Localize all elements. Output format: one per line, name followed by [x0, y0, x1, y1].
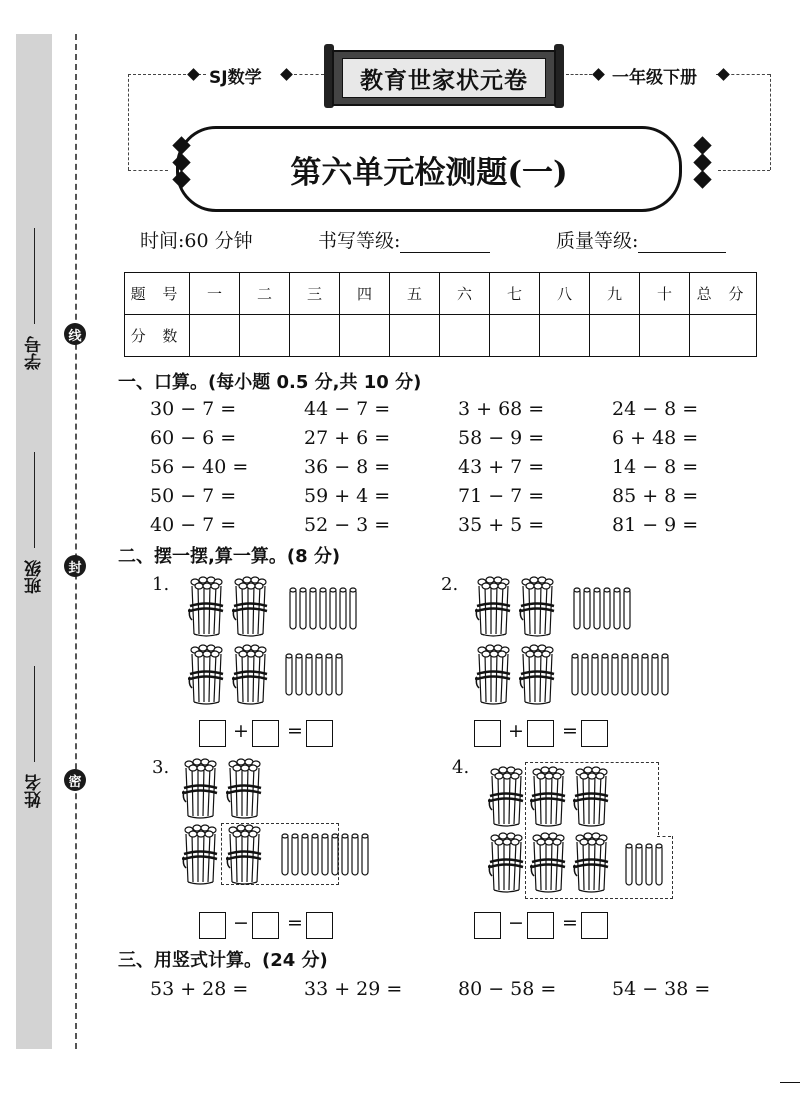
problem-label: 3. — [152, 757, 170, 778]
writing-grade-label: 书写等级: — [318, 226, 490, 253]
score-table-header-row — [125, 273, 757, 315]
arith-item: 71 − 7 = — [458, 485, 545, 507]
score-cell[interactable] — [590, 315, 640, 357]
table-cell: 八 — [540, 273, 590, 315]
diamond-icon — [187, 68, 200, 81]
answer-box[interactable] — [199, 912, 226, 939]
single-sticks-icon — [290, 586, 360, 632]
table-cell: 总 分 — [690, 273, 757, 315]
arith-item: 50 − 7 = — [150, 485, 237, 507]
diamond-icon — [717, 68, 730, 81]
brand-scroll — [324, 44, 564, 108]
arith-item: 27 + 6 = — [304, 427, 391, 449]
arith-item: 52 − 3 = — [304, 514, 391, 536]
problem-label: 4. — [452, 757, 470, 778]
stick-bundle-icon — [182, 758, 222, 820]
operator-sign: − — [233, 912, 249, 934]
stick-bundle-icon — [475, 644, 515, 706]
arith-item: 59 + 4 = — [304, 485, 391, 507]
operator-sign: + — [233, 720, 249, 742]
table-cell: 题 号 — [125, 273, 190, 315]
problem-label: 2. — [441, 574, 459, 595]
header-connector — [770, 74, 771, 170]
header-connector — [718, 170, 770, 171]
name-line — [34, 666, 35, 762]
stick-bundle-icon — [530, 766, 570, 828]
time-info: 时间:60 分钟 — [140, 230, 253, 252]
score-table-score-row — [125, 315, 757, 357]
answer-box[interactable] — [252, 720, 279, 747]
single-sticks-icon — [286, 652, 346, 698]
table-cell: 二 — [240, 273, 290, 315]
arith-item: 56 − 40 = — [150, 456, 249, 478]
header-connector — [128, 74, 186, 75]
vertical-calc-item: 80 − 58 = — [458, 978, 557, 1000]
diamond-icon — [592, 68, 605, 81]
section1-heading: 一、口算。(每小题 0.5 分,共 10 分) — [118, 372, 422, 393]
brand-title: 教育世家状元卷 — [342, 58, 546, 98]
arith-item: 3 + 68 = — [458, 398, 545, 420]
arith-item: 6 + 48 = — [612, 427, 699, 449]
arith-item: 58 − 9 = — [458, 427, 545, 449]
stick-bundle-icon — [573, 766, 613, 828]
vertical-calc-item: 33 + 29 = — [304, 978, 403, 1000]
stick-bundle-icon — [519, 644, 559, 706]
section2-heading: 二、摆一摆,算一算。(8 分) — [118, 546, 341, 567]
arith-item: 81 − 9 = — [612, 514, 699, 536]
score-cell[interactable] — [340, 315, 390, 357]
score-cell[interactable] — [690, 315, 757, 357]
equals-sign: = — [287, 720, 303, 742]
seal-line-mark: 线 — [64, 323, 86, 345]
table-cell: 三 — [290, 273, 340, 315]
table-cell: 分 数 — [125, 315, 190, 357]
answer-box[interactable] — [474, 720, 501, 747]
score-cell[interactable] — [640, 315, 690, 357]
stick-bundle-icon — [488, 766, 528, 828]
table-cell: 一 — [190, 273, 240, 315]
stick-bundle-icon — [232, 576, 272, 638]
arith-item: 85 + 8 = — [612, 485, 699, 507]
table-cell: 七 — [490, 273, 540, 315]
stick-bundle-icon — [488, 832, 528, 894]
section3-heading: 三、用竖式计算。(24 分) — [118, 950, 328, 971]
arith-item: 60 − 6 = — [150, 427, 237, 449]
score-table — [124, 272, 757, 357]
answer-box[interactable] — [306, 912, 333, 939]
selection-frame — [657, 836, 671, 837]
header-connector — [128, 170, 168, 171]
diamond-icon — [280, 68, 293, 81]
stick-bundle-icon — [530, 832, 570, 894]
score-cell[interactable] — [190, 315, 240, 357]
table-cell: 十 — [640, 273, 690, 315]
arith-item: 14 − 8 = — [612, 456, 699, 478]
arith-item: 24 − 8 = — [612, 398, 699, 420]
score-cell[interactable] — [390, 315, 440, 357]
quality-grade-field[interactable] — [638, 234, 726, 253]
stick-bundle-icon — [573, 832, 613, 894]
arith-item: 36 − 8 = — [304, 456, 391, 478]
answer-box[interactable] — [306, 720, 333, 747]
arith-item: 35 + 5 = — [458, 514, 545, 536]
grade-tag: 一年级下册 — [612, 68, 697, 88]
diamond-icon — [693, 170, 711, 188]
quality-grade-label: 质量等级: — [556, 226, 726, 253]
subject-tag: SJ数学 — [209, 68, 262, 88]
answer-box[interactable] — [581, 720, 608, 747]
arith-item: 44 − 7 = — [304, 398, 391, 420]
arith-item: 43 + 7 = — [458, 456, 545, 478]
name-label: 姓名 — [25, 774, 45, 808]
diamond-icon — [693, 136, 711, 154]
answer-box[interactable] — [527, 720, 554, 747]
single-sticks-icon — [282, 832, 378, 878]
table-cell: 五 — [390, 273, 440, 315]
student-id-label: 学号 — [25, 336, 45, 370]
score-cell[interactable] — [490, 315, 540, 357]
stick-bundle-icon — [188, 644, 228, 706]
seal-seal-mark: 封 — [64, 555, 86, 577]
table-cell: 四 — [340, 273, 390, 315]
diamond-icon — [693, 153, 711, 171]
vertical-calc-item: 53 + 28 = — [150, 978, 249, 1000]
seal-secret-mark: 密 — [64, 769, 86, 791]
stick-bundle-icon — [519, 576, 559, 638]
writing-grade-field[interactable] — [400, 234, 490, 253]
stick-bundle-icon — [226, 758, 266, 820]
header-connector — [566, 74, 592, 75]
answer-box[interactable] — [252, 912, 279, 939]
class-line — [34, 452, 35, 548]
score-cell[interactable] — [540, 315, 590, 357]
page-corner-mark — [780, 1082, 800, 1083]
score-cell[interactable] — [240, 315, 290, 357]
header-connector — [294, 74, 324, 75]
score-cell[interactable] — [440, 315, 490, 357]
table-cell: 九 — [590, 273, 640, 315]
table-cell: 六 — [440, 273, 490, 315]
answer-box[interactable] — [581, 912, 608, 939]
stick-bundle-icon — [475, 576, 515, 638]
single-sticks-icon — [626, 842, 668, 888]
equals-sign: = — [562, 720, 578, 742]
stick-bundle-icon — [188, 576, 228, 638]
arith-item: 40 − 7 = — [150, 514, 237, 536]
equals-sign: = — [287, 912, 303, 934]
single-sticks-icon — [574, 586, 634, 632]
stick-bundle-icon — [232, 644, 272, 706]
equals-sign: = — [562, 912, 578, 934]
title-banner — [176, 126, 682, 212]
operator-sign: + — [508, 720, 524, 742]
stick-bundle-icon — [226, 824, 266, 886]
header-connector — [128, 74, 129, 170]
answer-box[interactable] — [199, 720, 226, 747]
answer-box[interactable] — [527, 912, 554, 939]
score-cell[interactable] — [290, 315, 340, 357]
single-sticks-icon — [572, 652, 668, 698]
class-label: 班级 — [25, 560, 45, 594]
arith-item: 30 − 7 = — [150, 398, 237, 420]
problem-label: 1. — [152, 574, 170, 595]
vertical-calc-item: 54 − 38 = — [612, 978, 711, 1000]
page-title: 第六单元检测题(一) — [290, 155, 568, 191]
student-id-line — [34, 228, 35, 324]
operator-sign: − — [508, 912, 524, 934]
answer-box[interactable] — [474, 912, 501, 939]
stick-bundle-icon — [182, 824, 222, 886]
cut-line — [75, 34, 77, 1049]
